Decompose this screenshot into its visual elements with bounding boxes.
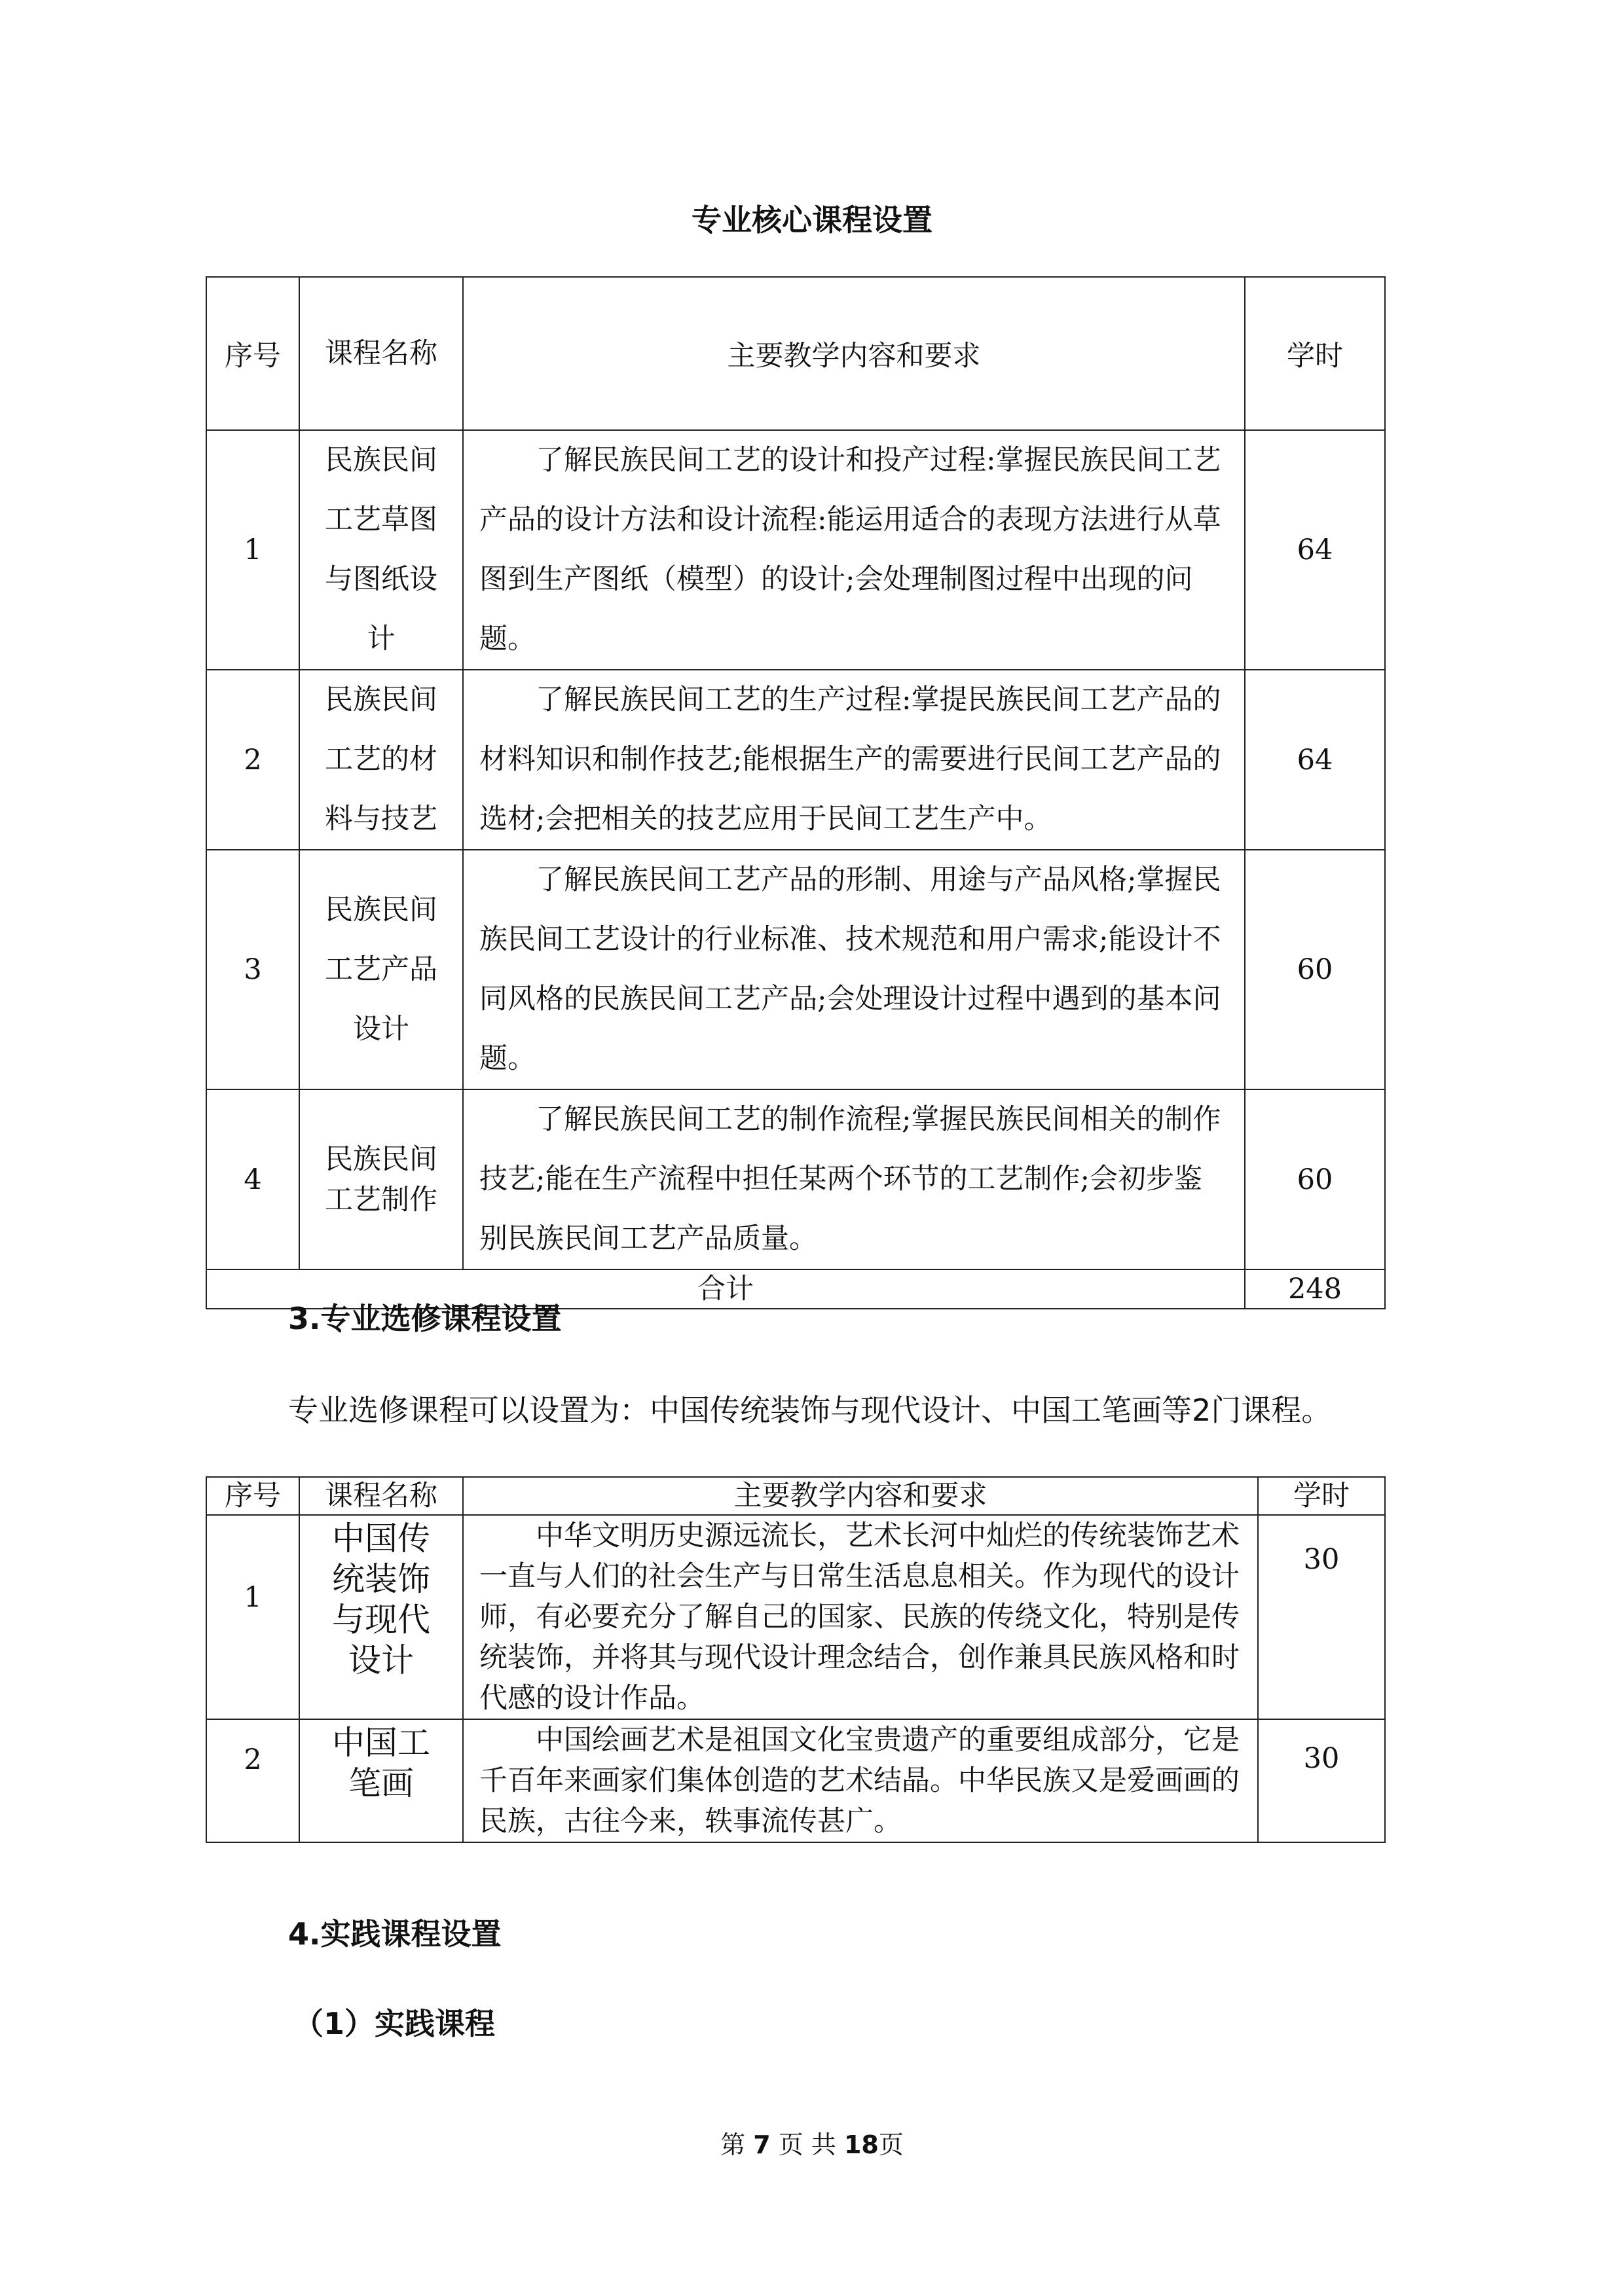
practice-section-heading: 4.实践课程设置 bbox=[288, 1916, 502, 1952]
row-content: 了解民族民间工艺产品的形制、用途与产品风格;掌握民族民间工艺设计的行业标准、技术规范和用户需求;能设计不同风格的民族民间工艺产品;会处理设计过程中遇到的基本问题。 bbox=[479, 864, 1221, 1075]
table-header-row bbox=[206, 1477, 1385, 1515]
row-hours: 60 bbox=[1245, 850, 1385, 1089]
row-no: 2 bbox=[244, 1743, 262, 1776]
header-no: 序号 bbox=[206, 277, 299, 430]
header-content: 主要教学内容和要求 bbox=[463, 1477, 1258, 1515]
row-hours: 30 bbox=[1303, 1543, 1340, 1576]
row-no: 4 bbox=[206, 1089, 299, 1269]
header-hours: 学时 bbox=[1245, 277, 1385, 430]
table-row bbox=[206, 850, 1385, 1089]
footer-page-number: 7 bbox=[753, 2130, 771, 2159]
header-name: 课程名称 bbox=[299, 1477, 463, 1515]
row-content: 了解民族民间工艺的生产过程:掌提民族民间工艺产品的材料知识和制作技艺;能根据生产的需要进行民间工艺产品的选材;会把相关的技艺应用于民间工艺生产中。 bbox=[479, 683, 1221, 835]
practice-subheading: （1）实践课程 bbox=[293, 2006, 496, 2041]
row-no: 2 bbox=[206, 670, 299, 850]
row-course-name: 中国工笔画 bbox=[332, 1724, 430, 1802]
footer-suffix: 页 bbox=[878, 2130, 904, 2159]
header-content: 主要教学内容和要求 bbox=[463, 277, 1245, 430]
row-content: 了解民族民间工艺的制作流程;掌握民族民间相关的制作技艺;能在生产流程中担任某两个环节的工艺制作;会初步鉴别民族民间工艺产品质量。 bbox=[479, 1103, 1221, 1255]
core-courses-title: 专业核心课程设置 bbox=[692, 202, 932, 238]
elective-section-heading: 3.专业选修课程设置 bbox=[288, 1301, 562, 1336]
core-courses-table bbox=[206, 276, 1386, 1309]
page-footer bbox=[0, 2124, 1624, 2160]
elective-intro-text: 专业选修课程可以设置为：中国传统装饰与现代设计、中国工笔画等2门课程。 bbox=[288, 1393, 1332, 1428]
row-content: 中国绘画艺术是祖国文化宝贵遗产的重要组成部分，它是千百年来画家们集体创造的艺术结晶。中华民族又是爱画画的民族，古往今来，轶事流传甚广。 bbox=[479, 1724, 1240, 1838]
row-hours: 30 bbox=[1303, 1742, 1340, 1775]
row-course-name: 民族民间工艺产品设计 bbox=[299, 850, 463, 1089]
table-header-row bbox=[206, 277, 1385, 430]
elective-courses-table bbox=[206, 1476, 1386, 1843]
total-label: 合计 bbox=[206, 1269, 1245, 1309]
row-course-name: 民族民间工艺制作 bbox=[299, 1089, 463, 1269]
row-content: 了解民族民间工艺的设计和投产过程:掌握民族民间工艺产品的设计方法和设计流程:能运用适合的表现方法进行从草图到生产图纸（模型）的设计;会处理制图过程中出现的问题。 bbox=[479, 444, 1221, 655]
footer-mid: 页 共 bbox=[778, 2130, 836, 2159]
footer-total-pages: 18 bbox=[843, 2130, 879, 2159]
row-content: 中华文明历史源远流长，艺术长河中灿烂的传统装饰艺术一直与人们的社会生产与日常生活息息相关。作为现代的设计师，有必要充分了解自己的国家、民族的传绕文化，特别是传统装饰，并将其与现代设计理念结合，创作兼具民族风格和时代感的设计作品。 bbox=[479, 1520, 1240, 1715]
total-hours: 248 bbox=[1245, 1269, 1385, 1309]
row-hours: 64 bbox=[1245, 430, 1385, 670]
header-hours: 学时 bbox=[1258, 1477, 1385, 1515]
table-row bbox=[206, 1089, 1385, 1269]
table-row bbox=[206, 1719, 1385, 1842]
row-hours: 60 bbox=[1245, 1089, 1385, 1269]
row-course-name: 民族民间工艺的材料与技艺 bbox=[299, 670, 463, 850]
row-course-name: 中国传统装饰与现代设计 bbox=[332, 1520, 430, 1679]
row-course-name: 民族民间工艺草图与图纸设计 bbox=[299, 430, 463, 670]
row-no: 1 bbox=[206, 430, 299, 670]
header-no: 序号 bbox=[206, 1477, 299, 1515]
table-row bbox=[206, 670, 1385, 850]
row-hours: 64 bbox=[1245, 670, 1385, 850]
header-name: 课程名称 bbox=[299, 277, 463, 430]
row-no: 1 bbox=[244, 1581, 262, 1614]
row-no: 3 bbox=[206, 850, 299, 1089]
footer-prefix: 第 bbox=[720, 2130, 746, 2159]
table-row bbox=[206, 1515, 1385, 1719]
table-row bbox=[206, 430, 1385, 670]
